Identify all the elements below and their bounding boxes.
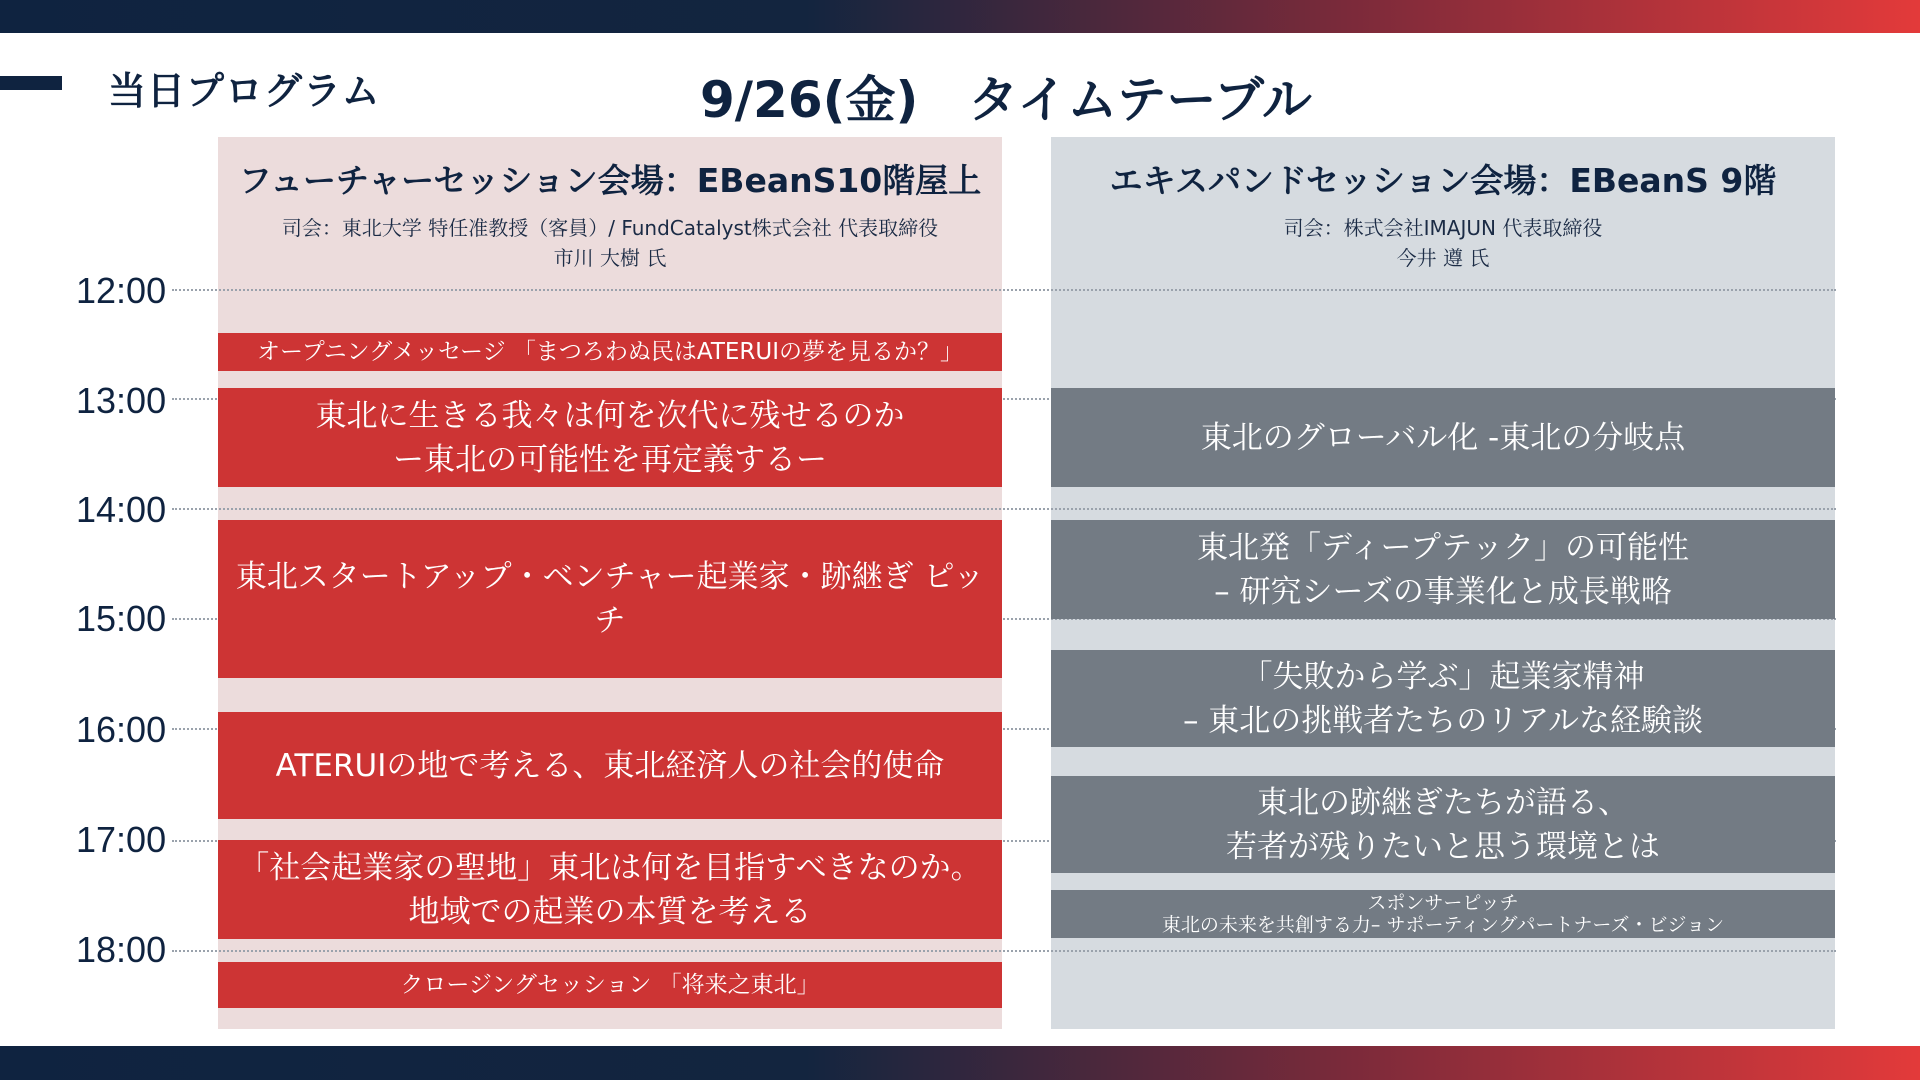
- session-title: 東北に生きる我々は何を次代に残せるのか ー東北の可能性を再定義するー: [315, 397, 905, 478]
- time-label: 17:00: [76, 819, 167, 860]
- session-title: 東北の跡継ぎたちが語る、 若者が残りたいと思う環境とは: [1226, 784, 1660, 865]
- expand-session-block: [1051, 388, 1835, 487]
- time-label: 14:00: [76, 489, 167, 530]
- session-title: 「失敗から学ぶ」起業家精神 – 東北の挑戦者たちのリアルな経験談: [1182, 658, 1704, 739]
- session-title: ATERUIの地で考える、東北経済人の社会的使命: [275, 747, 945, 784]
- page-title: 9/26(金) タイムテーブル: [700, 71, 1312, 129]
- future-session-block: [218, 962, 1002, 1008]
- time-label: 13:00: [76, 380, 167, 421]
- session-title: オープニングメッセージ 「まつろわぬ民はATERUIの夢を見るか？」: [256, 339, 964, 365]
- time-gridline: [172, 508, 1836, 510]
- future-session-block: [218, 840, 1002, 939]
- time-label: 15:00: [76, 598, 167, 639]
- top-gradient-band: [0, 0, 1920, 33]
- section-marker-bar: [0, 76, 62, 90]
- time-gridline: [172, 950, 1836, 952]
- session-title: 「社会起業家の聖地」東北は何を目指すべきなのか。 地域での起業の本質を考える: [238, 849, 982, 930]
- expand-mc-info: 司会：株式会社IMAJUN 代表取締役 今井 遵 氏: [1283, 216, 1603, 270]
- session-title: 東北スタートアップ・ベンチャー起業家・跡継ぎ ピッチ: [235, 559, 985, 639]
- future-venue-title: フューチャーセッション会場：EBeanS10階屋上: [238, 161, 982, 200]
- future-session-block: [218, 712, 1002, 819]
- session-title: スポンサーピッチ 東北の未来を共創する力– サポーティングパートナーズ・ビジョン: [1161, 892, 1725, 936]
- session-title: 東北発「ディープテック」の可能性 – 研究シーズの事業化と成長戦略: [1197, 529, 1689, 610]
- future-session-block: [218, 520, 1002, 678]
- expand-session-block: [1051, 520, 1835, 619]
- expand-venue-title: エキスパンドセッション会場：EBeanS 9階: [1109, 161, 1777, 200]
- expand-session-block: [1051, 650, 1835, 747]
- time-gridline: [172, 289, 1836, 291]
- future-mc-info: 司会：東北大学 特任准教授（客員）/ FundCatalyst株式会社 代表取締役 市川 大樹 氏: [281, 216, 939, 270]
- session-title: 東北のグローバル化 -東北の分岐点: [1200, 419, 1686, 456]
- time-label: 18:00: [76, 929, 167, 970]
- section-title: 当日プログラム: [108, 69, 381, 113]
- future-session-block: [218, 333, 1002, 371]
- future-session-block: [218, 388, 1002, 487]
- session-title: クロージングセッション 「将来之東北」: [400, 972, 820, 998]
- bottom-gradient-band: [0, 1046, 1920, 1080]
- time-label: 16:00: [76, 709, 167, 750]
- time-label: 12:00: [76, 270, 167, 311]
- expand-session-block: [1051, 776, 1835, 873]
- expand-session-block: [1051, 890, 1835, 938]
